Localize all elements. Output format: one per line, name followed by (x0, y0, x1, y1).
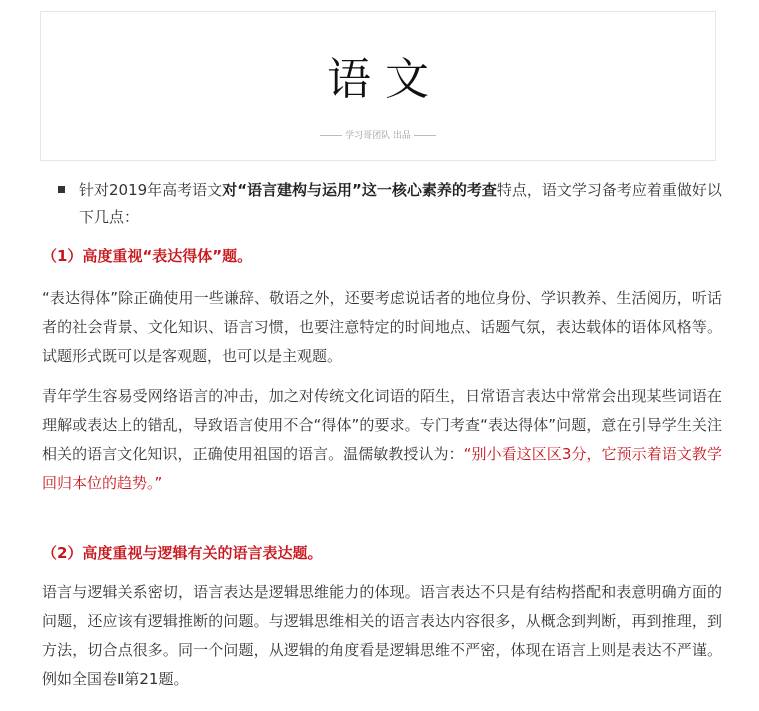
section2-heading: （2）高度重视与逻辑有关的语言表达题。 (42, 544, 323, 562)
section1-paragraph-2-text: 青年学生容易受网络语言的冲击，加之对传统文化词语的陌生，日常语言表达中常常会出现某些词语在理解或表达上的错乱，导致语言使用不合“得体”的要求。专门考查“表达得体”问题，意在引导学生关注相关的语言文化知识，正确使用祖国的语言。温儒敏教授认为： (42, 387, 722, 463)
header-subtitle (41, 129, 715, 143)
intro-bullet (58, 177, 722, 231)
divider-left (320, 135, 342, 136)
intro-prefix: 针对2019年高考语文 (79, 181, 223, 199)
divider-right (414, 135, 436, 136)
intro-suffix: 特点，语文学习备考应着重做好以下几点： (79, 181, 722, 226)
section1-paragraph-2 (42, 382, 722, 498)
intro-bold: 对“语言建构与运用”这一核心素养的考查 (222, 181, 497, 199)
section1-paragraph-1: “表达得体”除正确使用一些谦辞、敬语之外，还要考虑说话者的地位身份、学识教养、生活阅历，听话者的社会背景、文化知识、语言习惯，也要注意特定的时间地点、话题气氛，表达载体的语体风格等。试题形式既可以是客观题，也可以是主观题。 (42, 289, 722, 365)
section1-heading: （1）高度重视“表达得体”题。 (42, 247, 253, 265)
section2-paragraph-1: 语言与逻辑关系密切，语言表达是逻辑思维能力的体现。语言表达不只是有结构搭配和表意明确方面的问题，还应该有逻辑推断的问题。与逻辑思维相关的语言表达内容很多，从概念到判断，再到推理，到方法，切合点很多。同一个问题，从逻辑的角度看是逻辑思维不严密，体现在语言上则是表达不严谨。例如全国卷Ⅱ第21题。 (42, 583, 722, 688)
intro-text (58, 177, 722, 231)
header-box (40, 11, 716, 161)
page-title: 语文 (327, 54, 443, 105)
subtitle-text: 学习哥团队 出品 (345, 131, 411, 141)
section1-quote: “别小看这区区3分，它预示着语文教学回归本位的趋势。” (42, 445, 722, 492)
square-bullet-icon (58, 186, 65, 193)
